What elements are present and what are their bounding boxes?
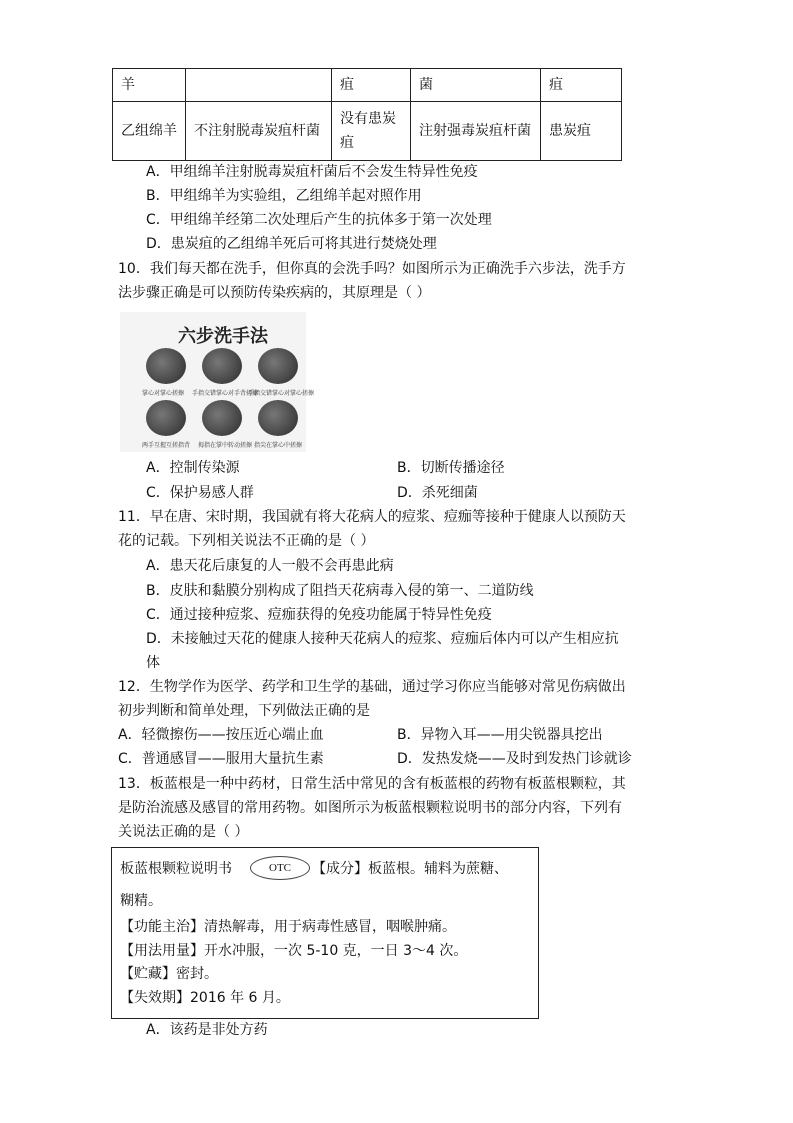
figure-caption: 掌心对掌心搓擦 <box>142 390 185 397</box>
q11-option-d: D．未接触过天花的健康人接种天花病人的痘浆、痘痂后体内可以产生相应抗 <box>146 631 619 647</box>
q13-option-a: A．该药是非处方药 <box>146 1022 268 1038</box>
q12-option-d: D．发热发烧——及时到发热门诊就诊 <box>397 751 632 767</box>
q11-option-a: A．患天花后康复的人一般不会再患此病 <box>146 558 394 574</box>
q10-option-c: C．保护易感人群 <box>146 485 254 501</box>
hand-image-2 <box>202 348 242 384</box>
table-cell: 没有患炭疽 <box>332 102 411 161</box>
table-cell: 不注射脱毒炭疽杆菌 <box>186 102 332 161</box>
figure-caption: 拇指在掌中转动搓擦 <box>198 442 253 449</box>
hand-image-5 <box>202 400 242 436</box>
q10-stem-line2: 法步骤正确是可以预防传染疾病的，其原理是（ ） <box>118 285 431 301</box>
table-cell <box>186 69 332 102</box>
leaflet-title: 板蓝根颗粒说明书 <box>120 861 232 877</box>
leaflet-ingredients: 【成分】板蓝根。辅料为蔗糖、 <box>312 861 508 877</box>
figure-title: 六步洗手法 <box>178 326 268 347</box>
otc-badge: OTC <box>250 856 310 880</box>
handwashing-figure <box>120 312 315 452</box>
q9-option-a: A．甲组绵羊注射脱毒炭疽杆菌后不会发生特异性免疫 <box>146 164 478 180</box>
q9-option-c: C．甲组绵羊经第二次处理后产生的抗体多于第一次处理 <box>146 212 492 228</box>
q9-option-b: B．甲组绵羊为实验组，乙组绵羊起对照作用 <box>146 188 422 204</box>
q10-option-a: A．控制传染源 <box>146 460 240 476</box>
leaflet-function: 【功能主治】清热解毒，用于病毒性感冒，咽喉肿痛。 <box>120 919 456 935</box>
table-row <box>113 102 622 161</box>
q9-option-d: D．患炭疽的乙组绵羊死后可将其进行焚烧处理 <box>146 236 437 252</box>
figure-caption: 手指交错掌心对掌心搓擦 <box>248 390 315 397</box>
table-cell: 菌 <box>411 69 541 102</box>
q11-stem-line2: 花的记载。下列相关说法不正确的是（ ） <box>118 533 375 549</box>
figure-caption: 手指交错掌心对手背搓擦 <box>192 390 259 397</box>
table-cell: 羊 <box>113 69 186 102</box>
q12-option-a: A．轻微擦伤——按压近心端止血 <box>118 727 324 743</box>
table-cell: 疽 <box>541 69 622 102</box>
q10-option-d: D．杀死细菌 <box>397 485 478 501</box>
q11-stem-line1: 11．早在唐、宋时期，我国就有将大花病人的痘浆、痘痂等接种于健康人以预防天 <box>118 509 626 525</box>
instruction-leaflet <box>111 847 539 1019</box>
leaflet-ingredients-cont: 糊精。 <box>120 893 162 909</box>
q12-option-c: C．普通感冒——服用大量抗生素 <box>118 751 324 767</box>
experiment-table <box>112 68 622 161</box>
q13-stem-line1: 13．板蓝根是一种中药材，日常生活中常见的含有板蓝根的药物有板蓝根颗粒，其 <box>118 776 626 792</box>
hand-image-6 <box>258 400 298 436</box>
table-cell: 疽 <box>332 69 411 102</box>
q10-option-b: B．切断传播途径 <box>397 460 505 476</box>
leaflet-storage: 【贮藏】密封。 <box>120 966 218 982</box>
q13-stem-line2: 是防治流感及感冒的常用药物。如图所示为板蓝根颗粒说明书的部分内容，下列有 <box>118 800 622 816</box>
q13-stem-line3: 关说法正确的是（ ） <box>118 824 249 840</box>
table-cell: 乙组绵羊 <box>113 102 186 161</box>
hand-image-3 <box>258 348 298 384</box>
leaflet-dosage: 【用法用量】开水冲服，一次 5-10 克，一日 3～4 次。 <box>120 943 468 959</box>
q12-stem-line1: 12．生物学作为医学、药学和卫生学的基础，通过学习你应当能够对常见伤病做出 <box>118 679 626 695</box>
q11-option-d-cont: 体 <box>146 655 160 671</box>
q11-option-b: B．皮肤和黏膜分别构成了阻挡天花病毒入侵的第一、二道防线 <box>146 583 534 599</box>
q11-option-c: C．通过接种痘浆、痘痂获得的免疫功能属于特异性免疫 <box>146 607 492 623</box>
leaflet-expiry: 【失效期】2016 年 6 月。 <box>120 990 290 1006</box>
hand-image-4 <box>146 400 186 436</box>
q10-stem-line1: 10．我们每天都在洗手，但你真的会洗手吗？如图所示为正确洗手六步法，洗手方 <box>118 261 626 277</box>
q12-stem-line2: 初步判断和简单处理，下列做法正确的是 <box>118 703 370 719</box>
figure-caption: 两手互握互搓指背 <box>142 442 191 449</box>
table-cell: 患炭疽 <box>541 102 622 161</box>
hand-image-1 <box>146 348 186 384</box>
q12-option-b: B．异物入耳——用尖锐器具挖出 <box>397 727 603 743</box>
table-row <box>113 69 622 102</box>
table-cell: 注射强毒炭疽杆菌 <box>411 102 541 161</box>
figure-caption: 指尖在掌心中搓擦 <box>254 442 303 449</box>
